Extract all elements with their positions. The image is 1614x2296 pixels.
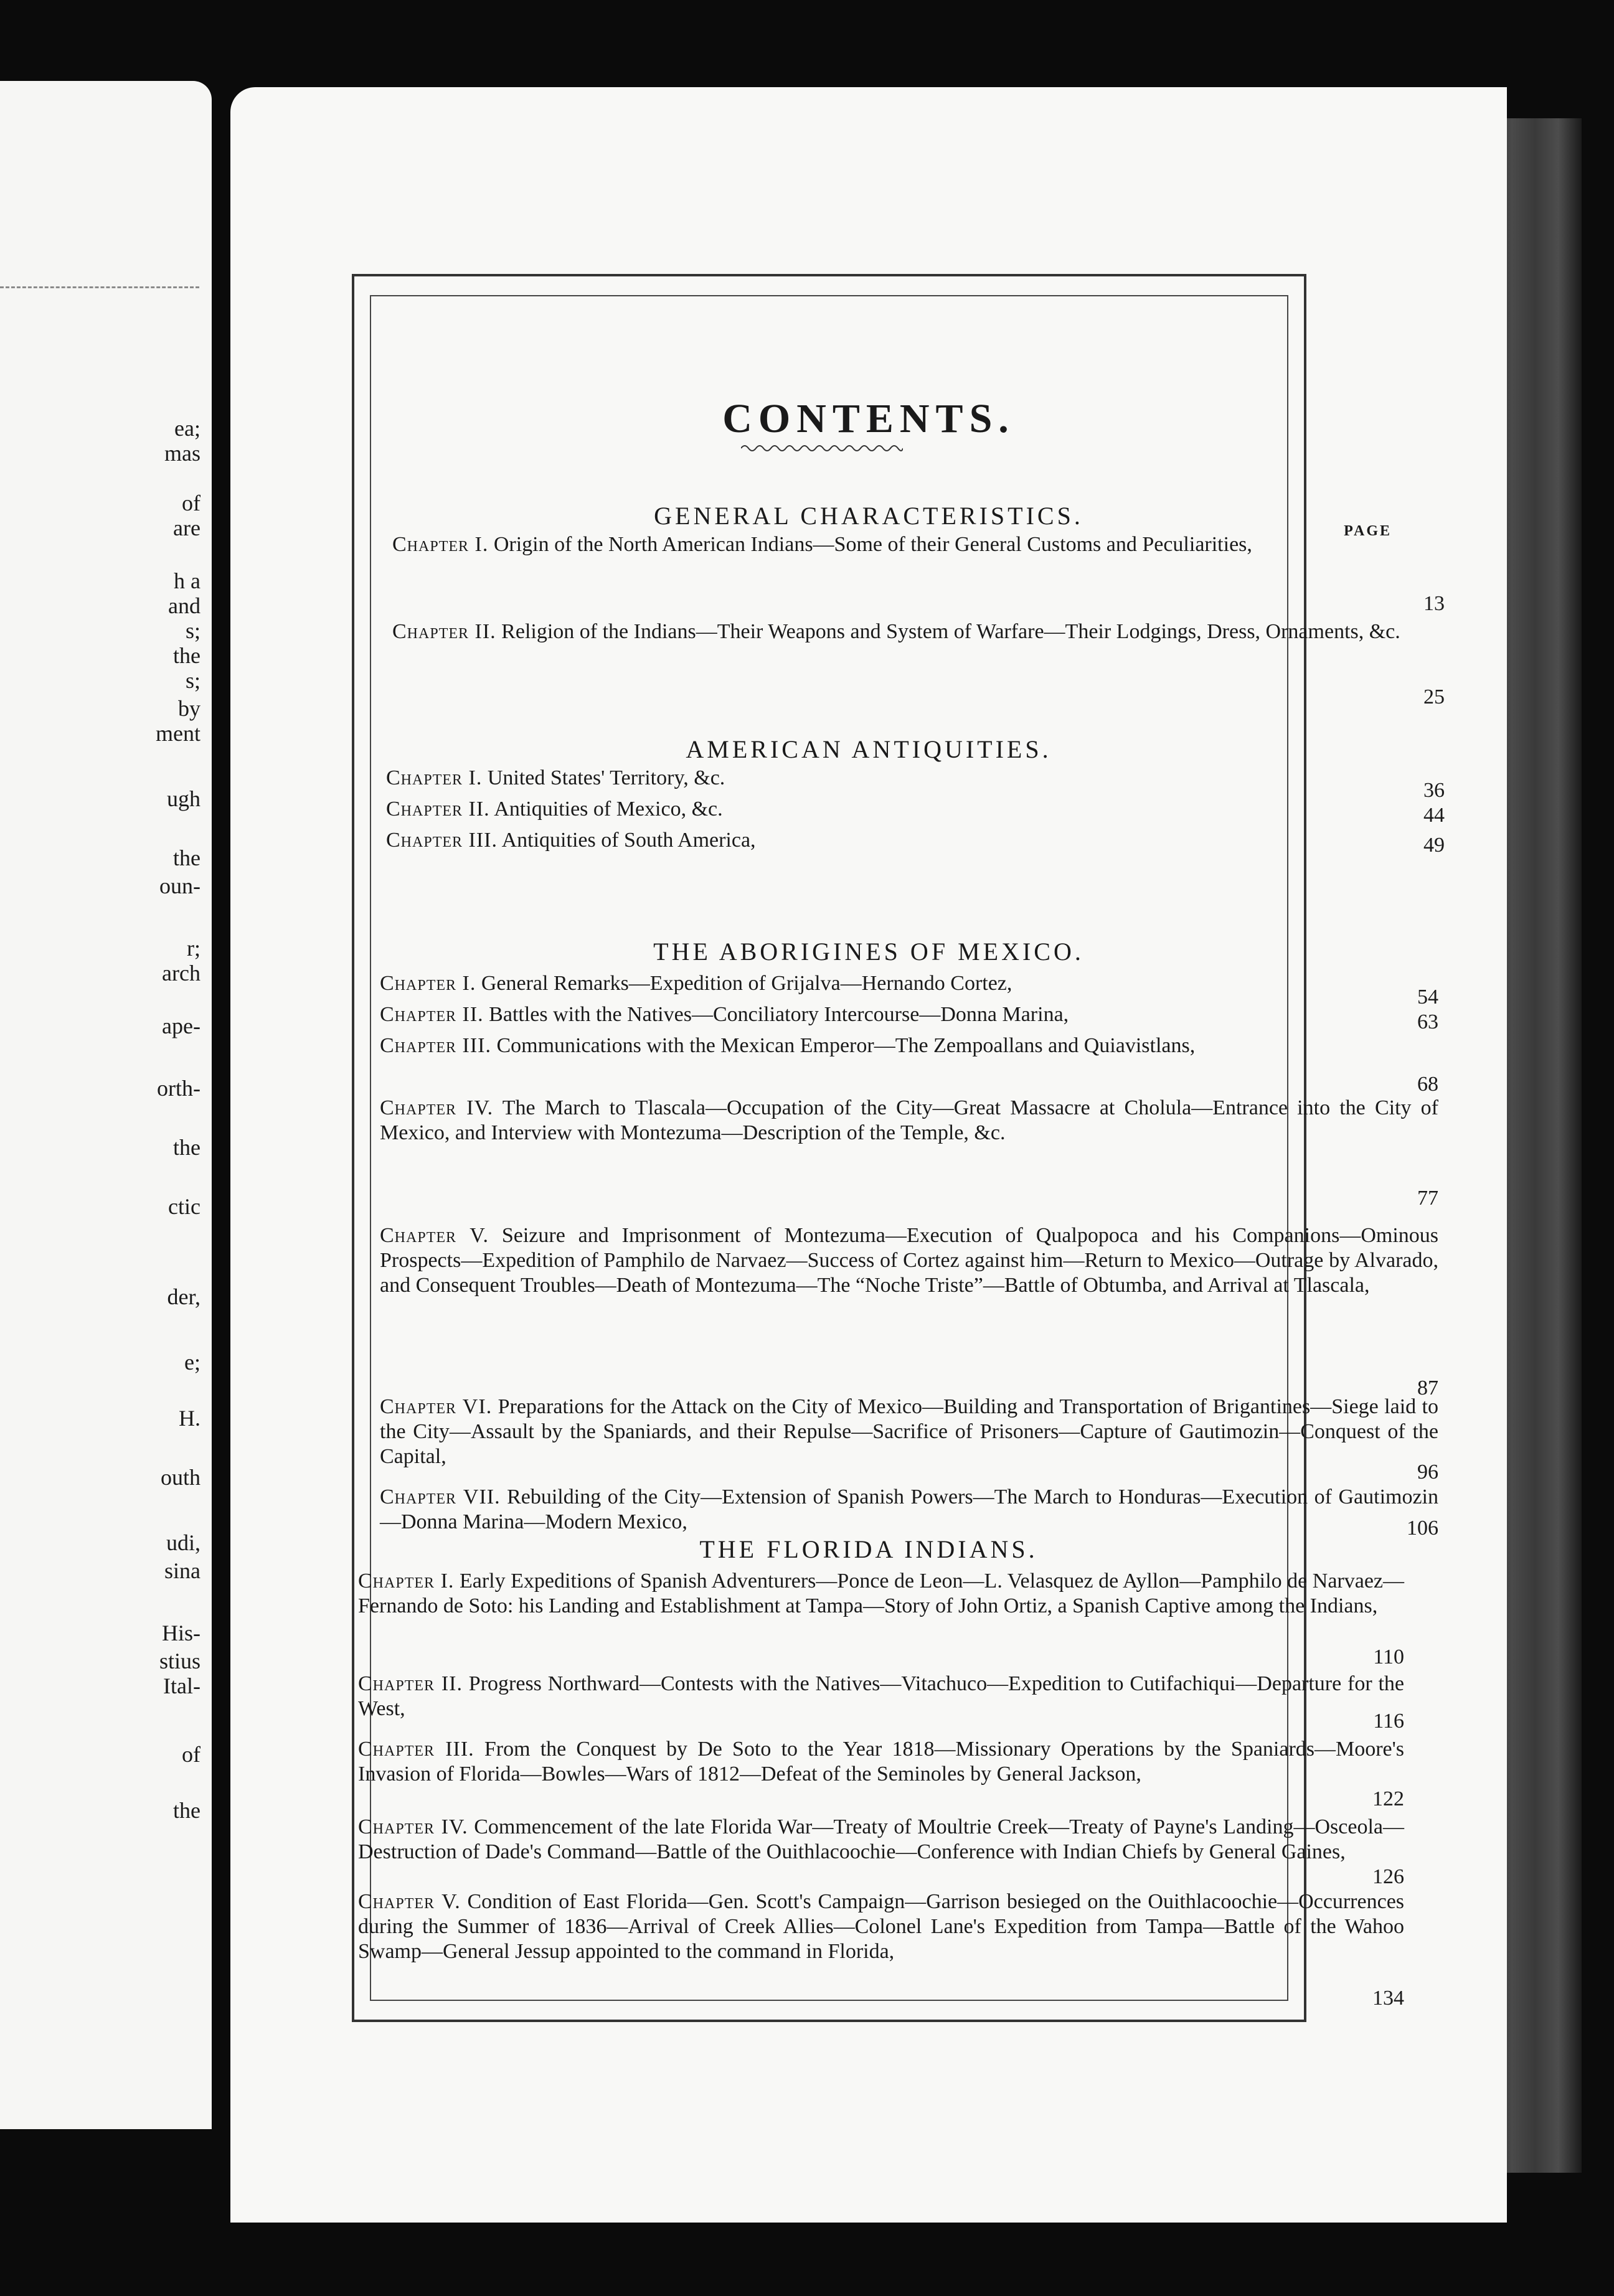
chapter-title: Origin of the North American Indians—Some of their General Customs and Peculiarities, [493, 533, 1252, 556]
chapter-title: From the Conquest by De Soto to the Year 1818—Missionary Operations by the Spaniards—Moore's Invasion of Florida—Bowles—Wars of 1812—Defeat of the Seminoles by General Jackson, [358, 1738, 1405, 1786]
decorative-flourish [741, 442, 903, 454]
chapter-label: Chapter III. [358, 1738, 474, 1761]
page-number: 13 [1423, 592, 1445, 615]
page-number: 122 [1372, 1787, 1404, 1810]
chapter-label: Chapter I. [380, 972, 476, 995]
toc-entry[interactable] [358, 1889, 1404, 1964]
chapter-label: Chapter VII. [380, 1485, 501, 1508]
toc-entry[interactable] [358, 1815, 1404, 1865]
chapter-label: Chapter II. [358, 1672, 463, 1695]
chapter-label: Chapter V. [358, 1890, 461, 1913]
page-number: 96 [1417, 1461, 1438, 1484]
chapter-title: Rebuilding of the City—Extension of Spanish Powers—The March to Honduras—Execution of Gautimozin—Donna Marina—Modern Mexico, [380, 1485, 1439, 1533]
left-fragment: mas [164, 441, 201, 466]
toc-entry[interactable] [386, 766, 1445, 791]
page-number: 25 [1423, 685, 1445, 708]
chapter-title: Battles with the Natives—Conciliatory Intercourse—Donna Marina, [489, 1003, 1069, 1026]
left-fragment: of [182, 491, 201, 515]
left-fragment: outh [160, 1465, 201, 1490]
toc-entry[interactable] [380, 1033, 1438, 1058]
page-number: 110 [1373, 1645, 1404, 1668]
chapter-title: United States' Territory, &c. [487, 766, 725, 789]
left-fragment: ape- [162, 1014, 201, 1038]
left-fragment: the [173, 1135, 201, 1160]
page-number: 77 [1417, 1187, 1438, 1210]
left-fragment: orth- [157, 1076, 201, 1101]
left-fragment: H. [179, 1406, 201, 1431]
chapter-label: Chapter II. [386, 797, 490, 821]
chapter-label: Chapter VI. [380, 1395, 493, 1418]
left-fragment: and [168, 593, 201, 618]
chapter-title: Seizure and Imprisonment of Montezuma—Execution of Qualpopoca and his Companions—Ominous Prospects—Expedition of Pamphilo de Narvaez—Success of Cortez against him—Return to Mexico—Outrage by Alvarado, and Consequent Troubles—Death of Montezuma—The “Noche Triste”—Battle of Obtumba, and Arrival at Tlascala, [380, 1224, 1438, 1297]
toc-entry[interactable] [392, 619, 1445, 644]
left-fragment: ctic [168, 1194, 201, 1219]
toc-entry[interactable] [380, 1096, 1438, 1146]
section-heading: THE FLORIDA INDIANS. [699, 1535, 1038, 1563]
left-fragment: udi, [166, 1530, 201, 1555]
toc-entry[interactable] [380, 1395, 1438, 1469]
chapter-label: Chapter III. [386, 829, 498, 852]
left-fragment: r; [187, 936, 201, 961]
contents-page [230, 87, 1507, 2223]
chapter-title: Religion of the Indians—Their Weapons and System of Warfare—Their Lodgings, Dress, Ornaments, &c. [501, 620, 1400, 643]
toc-entry[interactable] [358, 1569, 1404, 1619]
left-fragment: are [173, 515, 201, 540]
page-title: CONTENTS. [722, 396, 1015, 441]
left-page-rule [0, 286, 199, 288]
left-fragment: by [178, 696, 201, 721]
page-number: 49 [1423, 834, 1445, 857]
chapter-label: Chapter I. [392, 533, 489, 556]
left-fragment: Ital- [163, 1673, 201, 1698]
section-heading: GENERAL CHARACTERISTICS. [654, 502, 1083, 530]
left-fragment: der, [167, 1284, 201, 1309]
toc-entry[interactable] [380, 971, 1438, 996]
page-number: 63 [1417, 1010, 1438, 1033]
left-fragment: sina [164, 1558, 201, 1583]
page-number: 44 [1423, 804, 1445, 827]
chapter-title: The March to Tlascala—Occupation of the City—Great Massacre at Cholula—Entrance into the City of Mexico, and Interview with Montezuma—Description of the Temple, &c. [380, 1096, 1439, 1144]
left-page [0, 81, 212, 2129]
chapter-title: Antiquities of Mexico, &c. [494, 797, 723, 821]
page-number: 126 [1372, 1865, 1404, 1888]
left-fragment: oun- [159, 873, 201, 898]
left-fragment: stius [159, 1649, 201, 1673]
left-fragment: s; [185, 618, 201, 643]
page-number: 68 [1417, 1073, 1438, 1096]
chapter-label: Chapter IV. [380, 1096, 494, 1119]
toc-entry[interactable] [386, 797, 1445, 822]
left-fragment: arch [162, 961, 201, 986]
left-fragment: s; [185, 668, 201, 693]
left-fragment: ugh [167, 786, 201, 811]
toc-entry[interactable] [392, 532, 1445, 557]
left-fragment: h a [174, 568, 201, 593]
toc-entry[interactable] [386, 828, 1445, 853]
left-fragment: of [182, 1742, 201, 1767]
chapter-title: Antiquities of South America, [501, 829, 756, 852]
toc-entry[interactable] [380, 1002, 1438, 1027]
toc-entry[interactable] [380, 1485, 1438, 1535]
chapter-title: Communications with the Mexican Emperor—The Zempoallans and Quiavistlans, [496, 1034, 1196, 1057]
chapter-title: Condition of East Florida—Gen. Scott's Campaign—Garrison besieged on the Ouithlacoochie—Occurrences during the Summer of 1836—Arrival of Creek Allies—Colonel Lane's Expedition from Tampa—Battle of the Wahoo Swamp—General Jessup appointed to the command in Florida, [358, 1890, 1405, 1963]
page-number: 134 [1372, 1987, 1404, 2010]
page-number: 116 [1373, 1710, 1404, 1733]
left-fragment: the [173, 1798, 201, 1823]
chapter-label: Chapter I. [386, 766, 483, 789]
chapter-label: Chapter V. [380, 1224, 489, 1247]
toc-entry[interactable] [358, 1737, 1404, 1787]
chapter-title: Progress Northward—Contests with the Natives—Vitachuco—Expedition to Cutifachiqui—Departure for the West, [358, 1672, 1405, 1720]
page-number: 87 [1417, 1376, 1438, 1400]
left-fragment: His- [162, 1621, 201, 1645]
toc-entry[interactable] [380, 1223, 1438, 1298]
left-fragment: the [173, 845, 201, 870]
chapter-title: Commencement of the late Florida War—Treaty of Moultrie Creek—Treaty of Payne's Landing—Osceola—Destruction of Dade's Command—Battle of the Ouithlacoochie—Conference with Indian Chiefs by General Gaines, [358, 1815, 1404, 1863]
chapter-title: General Remarks—Expedition of Grijalva—Hernando Cortez, [481, 972, 1012, 995]
chapter-label: Chapter II. [380, 1003, 484, 1026]
chapter-label: Chapter I. [358, 1569, 455, 1593]
left-fragment: the [173, 643, 201, 668]
chapter-title: Early Expeditions of Spanish Adventurers—Ponce de Leon—L. Velasquez de Ayllon—Pamphilo de Narvaez—Fernando de Soto: his Landing and Establishment at Tampa—Story of John Ortiz, a Spanish Captive among the Indians, [358, 1569, 1405, 1617]
left-fragment: ea; [174, 416, 201, 441]
toc-entry[interactable] [358, 1672, 1404, 1721]
chapter-title: Preparations for the Attack on the City of Mexico—Building and Transportation of Brigantines—Siege laid to the City—Assault by the Spaniards, and their Repulse—Sacrifice of Prisoners—Capture of Gautimozin—Conquest of the Capital, [380, 1395, 1439, 1468]
chapter-label: Chapter IV. [358, 1815, 468, 1838]
section-heading: AMERICAN ANTIQUITIES. [686, 735, 1052, 763]
page-number: 54 [1417, 986, 1438, 1009]
page-column-label: PAGE [1344, 523, 1392, 539]
chapter-label: Chapter II. [392, 620, 496, 643]
left-fragment: ment [156, 721, 201, 746]
page-number: 36 [1423, 779, 1445, 802]
section-heading: THE ABORIGINES OF MEXICO. [653, 938, 1084, 966]
left-fragment: e; [184, 1350, 201, 1375]
chapter-label: Chapter III. [380, 1034, 491, 1057]
page-number: 106 [1407, 1517, 1438, 1540]
